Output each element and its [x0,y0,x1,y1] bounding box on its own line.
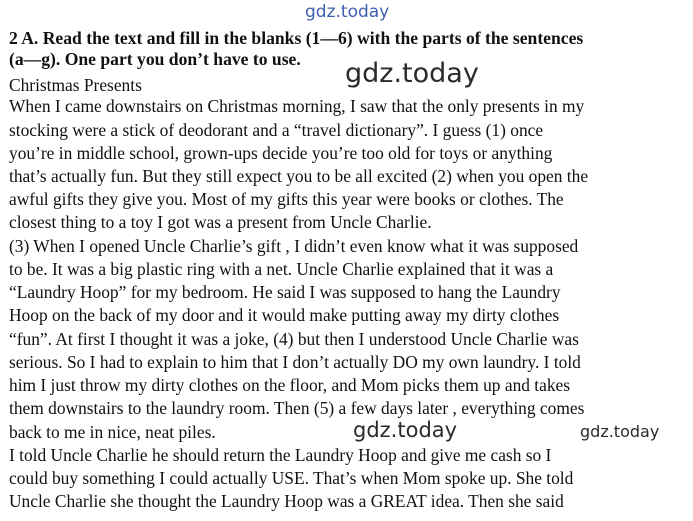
task-heading-line-2: (a—g). One part you don’t have to use. [9,49,301,69]
watermark-middle: gdz.today [353,418,458,442]
story-line: could buy something I could actually USE. That’s when Mom spoke up. She told [9,468,574,488]
story-line: him I just throw my dirty clothes on the floor, and Mom picks them up and takes [9,375,571,395]
story-line: them downstairs to the laundry room. Then (5) a few days later , everything comes [9,398,585,418]
story-line: serious. So I had to explain to him that I don’t actually DO my own laundry. I told [9,352,581,372]
story-line: stocking were a stick of deodorant and a “travel dictionary”. I guess (1) once [9,120,544,140]
story-line: Hoop on the back of my door and it would make putting away my dirty clothes [9,305,560,325]
story-line: closest thing to a toy I got was a present from Uncle Charlie. [9,212,432,232]
story-line: back to me in nice, neat piles. [9,422,216,442]
watermark-small: gdz.today [580,422,660,441]
story-title: Christmas Presents [9,75,142,95]
story-line: you’re in middle school, grown-ups decide you’re too old for toys or anything [9,143,553,163]
story-line: (3) When I opened Uncle Charlie’s gift , I didn’t even know what it was supposed [9,236,579,256]
story-line: “fun”. At first I thought it was a joke, (4) but then I understood Uncle Charlie was [9,329,579,349]
watermark-large: gdz.today [345,58,479,89]
story-line: “Laundry Hoop” for my bedroom. He said I was supposed to hang the Laundry [9,282,561,302]
story-line: When I came downstairs on Christmas morning, I saw that the only presents in my [9,96,585,116]
story-line: that’s actually fun. But they still expect you to be all excited (2) when you open the [9,166,589,186]
watermark-top: gdz.today [305,2,390,22]
story-line: awful gifts they give you. Most of my gifts this year were books or clothes. The [9,189,564,209]
story-line: Uncle Charlie she thought the Laundry Hoop was a GREAT idea. Then she said [9,491,564,511]
task-heading-line-1: 2 A. Read the text and fill in the blanks (1—6) with the parts of the sentences [9,28,584,48]
story-line: I told Uncle Charlie he should return the Laundry Hoop and give me cash so I [9,445,552,465]
story-line: to be. It was a big plastic ring with a net. Uncle Charlie explained that it was a [9,259,554,279]
